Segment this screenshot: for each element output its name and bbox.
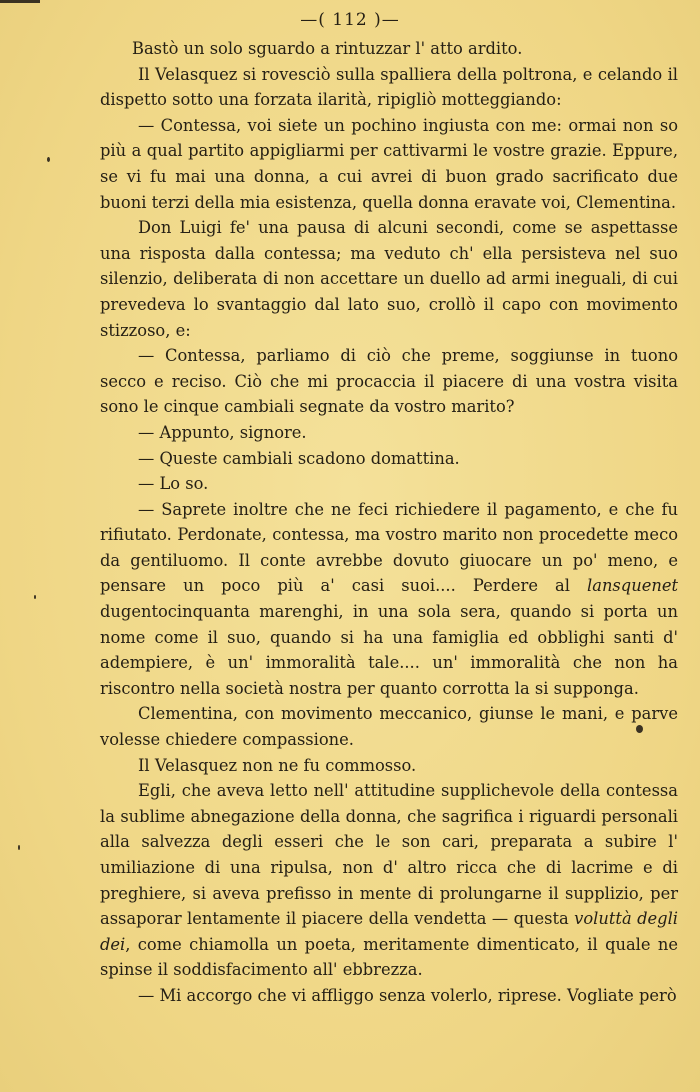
- paragraph: Don Luigi fe' una pausa di alcuni secondi, come se aspettasse una risposta dalla contessa; ma veduto ch' ella persisteva nel suo silenzio, deliberata di non accettare un duello ad armi ineguali, di cui prevedeva lo svantaggio dal lato suo, crollò il capo con movimento stizzoso, e:: [100, 218, 678, 340]
- body-text: [100, 36, 678, 1009]
- paragraph: Il Velasquez si rovesciò sulla spalliera della poltrona, e celando il dispetto sotto una forzata ilarità, ripigliò motteggiando:: [100, 64, 678, 110]
- italic-phrase: voluttà degli dei: [100, 909, 678, 954]
- page-number-header: —( 112 )—: [300, 10, 400, 30]
- ink-speck: [34, 595, 36, 599]
- ink-speck: [18, 845, 20, 850]
- paragraph: Egli, che aveva letto nell' attitudine supplichevole della contessa la sublime abnegazione della donna, che sagrifica i riguardi personali alla salvezza degli esseri che le son cari, preparata a subire l' umiliazione di una ripulsa, non d' altro ricca che di lacrime e di preghiere, si aveva prefisso in mente di prolungarne il supplizio, per assaporar lentamente il piacere della vendetta — questa voluttà degli dei, come chiamolla un poeta, meritamente dimenticato, il quale ne spinse il soddisfacimento all' ebbrezza.: [100, 781, 678, 980]
- paragraph: — Queste cambiali scadono domattina.: [138, 448, 460, 468]
- paragraph: — Contessa, voi siete un pochino ingiusta con me: ormai non so più a qual partito appigliarmi per cattivarmi le vostre grazie. Eppure, se vi fu mai una donna, a cui avrei di buon grado sacrificato due buoni terzi della mia esistenza, quella donna eravate voi, Clementina.: [100, 115, 678, 212]
- paragraph: Bastò un solo sguardo a rintuzzar l' atto ardito.: [132, 39, 523, 58]
- paragraph: Il Velasquez non ne fu commosso.: [138, 755, 417, 775]
- paragraph: — Contessa, parliamo di ciò che preme, soggiunse in tuono secco e reciso. Ciò che mi procaccia il piacere di una vostra visita sono le cinque cambiali segnate da vostro marito?: [100, 346, 678, 417]
- paragraph: Clementina, con movimento meccanico, giunse le mani, e parve volesse chiedere compassione.: [100, 704, 678, 750]
- italic-phrase: lansquenet: [587, 576, 678, 596]
- ink-speck: [636, 725, 643, 733]
- top-edge-rule: [0, 0, 40, 3]
- paragraph: — Lo so.: [138, 474, 209, 494]
- ink-speck: [47, 157, 50, 162]
- paragraph: — Saprete inoltre che ne feci richiedere il pagamento, e che fu rifiutato. Perdonate, contessa, ma vostro marito non procedette meco da gentiluomo. Il conte avrebbe dovuto giuocare un po' meno, e pensare un poco più a' casi suoi.... Perdere al lansquenet dugentocinquanta marenghi, in una sola sera, quando si porta un nome come il suo, quando si ha una famiglia ed obblighi santi d' adempiere, è un' immoralità tale.... un' immoralità che non ha riscontro nella società nostra per quanto corrotta la si supponga.: [100, 499, 678, 698]
- paragraph: — Mi accorgo che vi affliggo senza volerlo, riprese. Vogliate però: [138, 985, 677, 1005]
- paragraph: — Appunto, signore.: [138, 422, 307, 442]
